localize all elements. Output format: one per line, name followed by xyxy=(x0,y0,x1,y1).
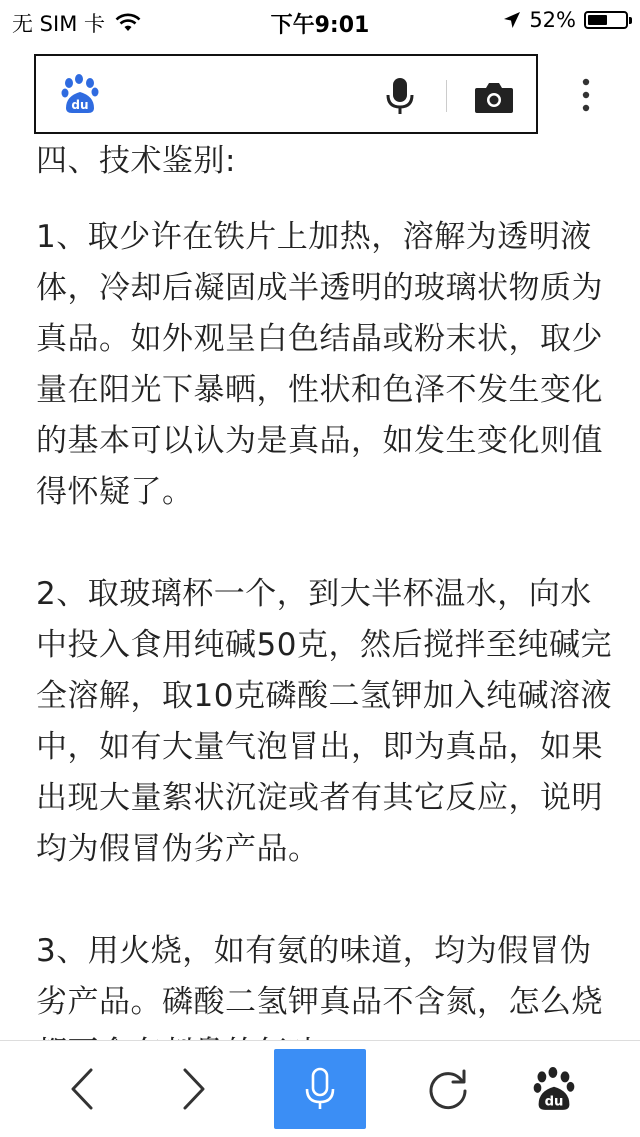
article-paragraph-1: 1、取少许在铁片上加热，溶解为透明液体，冷却后凝固成半透明的玻璃状物质为真品。如外观呈白色结晶或粉末状，取少量在阳光下暴晒，性状和色泽不发生变化的基本可以认为是真品，如发生变化则值得怀疑了。 xyxy=(36,219,603,510)
voice-search-button[interactable] xyxy=(274,1049,366,1129)
refresh-button[interactable] xyxy=(408,1041,488,1137)
baidu-home-icon xyxy=(532,1067,576,1111)
battery-percent: 52% xyxy=(529,8,576,32)
svg-text:du: du xyxy=(544,1094,564,1110)
forward-icon xyxy=(179,1067,209,1111)
search-bar[interactable] xyxy=(34,54,538,134)
location-arrow-icon xyxy=(503,11,521,29)
status-bar xyxy=(0,0,640,40)
article-paragraph-3: 3、用火烧，如有氨的味道，均为假冒伪劣产品。磷酸二氢钾真品不含氮，怎么烧 xyxy=(36,933,603,1020)
carrier-label: 无 SIM 卡 xyxy=(12,12,105,36)
microphone-icon[interactable] xyxy=(384,76,416,116)
voice-search-icon xyxy=(304,1067,336,1111)
refresh-icon xyxy=(426,1067,470,1111)
forward-button[interactable] xyxy=(154,1041,234,1137)
article-heading: 四、技术鉴别: xyxy=(36,143,236,179)
more-vertical-icon[interactable] xyxy=(576,76,596,116)
back-button[interactable] xyxy=(42,1041,122,1137)
article-content xyxy=(36,136,612,1130)
baidu-logo-icon xyxy=(60,74,100,114)
camera-icon[interactable] xyxy=(474,80,514,114)
battery-icon xyxy=(584,11,628,29)
battery-fill xyxy=(588,15,607,25)
clock: 下午9:01 xyxy=(270,13,370,38)
baidu-home-button[interactable] xyxy=(514,1041,594,1137)
bottom-toolbar xyxy=(0,1040,640,1137)
back-icon xyxy=(67,1067,97,1111)
article-paragraph-2: 2、取玻璃杯一个，到大半杯温水，向水中投入食用纯碱50克，然后搅拌至纯碱完全溶解，取10克磷酸二氢钾加入纯碱溶液中，如有大量气泡冒出，即为真品，如果出现大量絮状沉淀或者有其它反应，说明均为假冒伪劣产品。 xyxy=(36,576,612,867)
svg-text:du: du xyxy=(71,98,89,112)
search-bar-divider xyxy=(446,80,447,112)
